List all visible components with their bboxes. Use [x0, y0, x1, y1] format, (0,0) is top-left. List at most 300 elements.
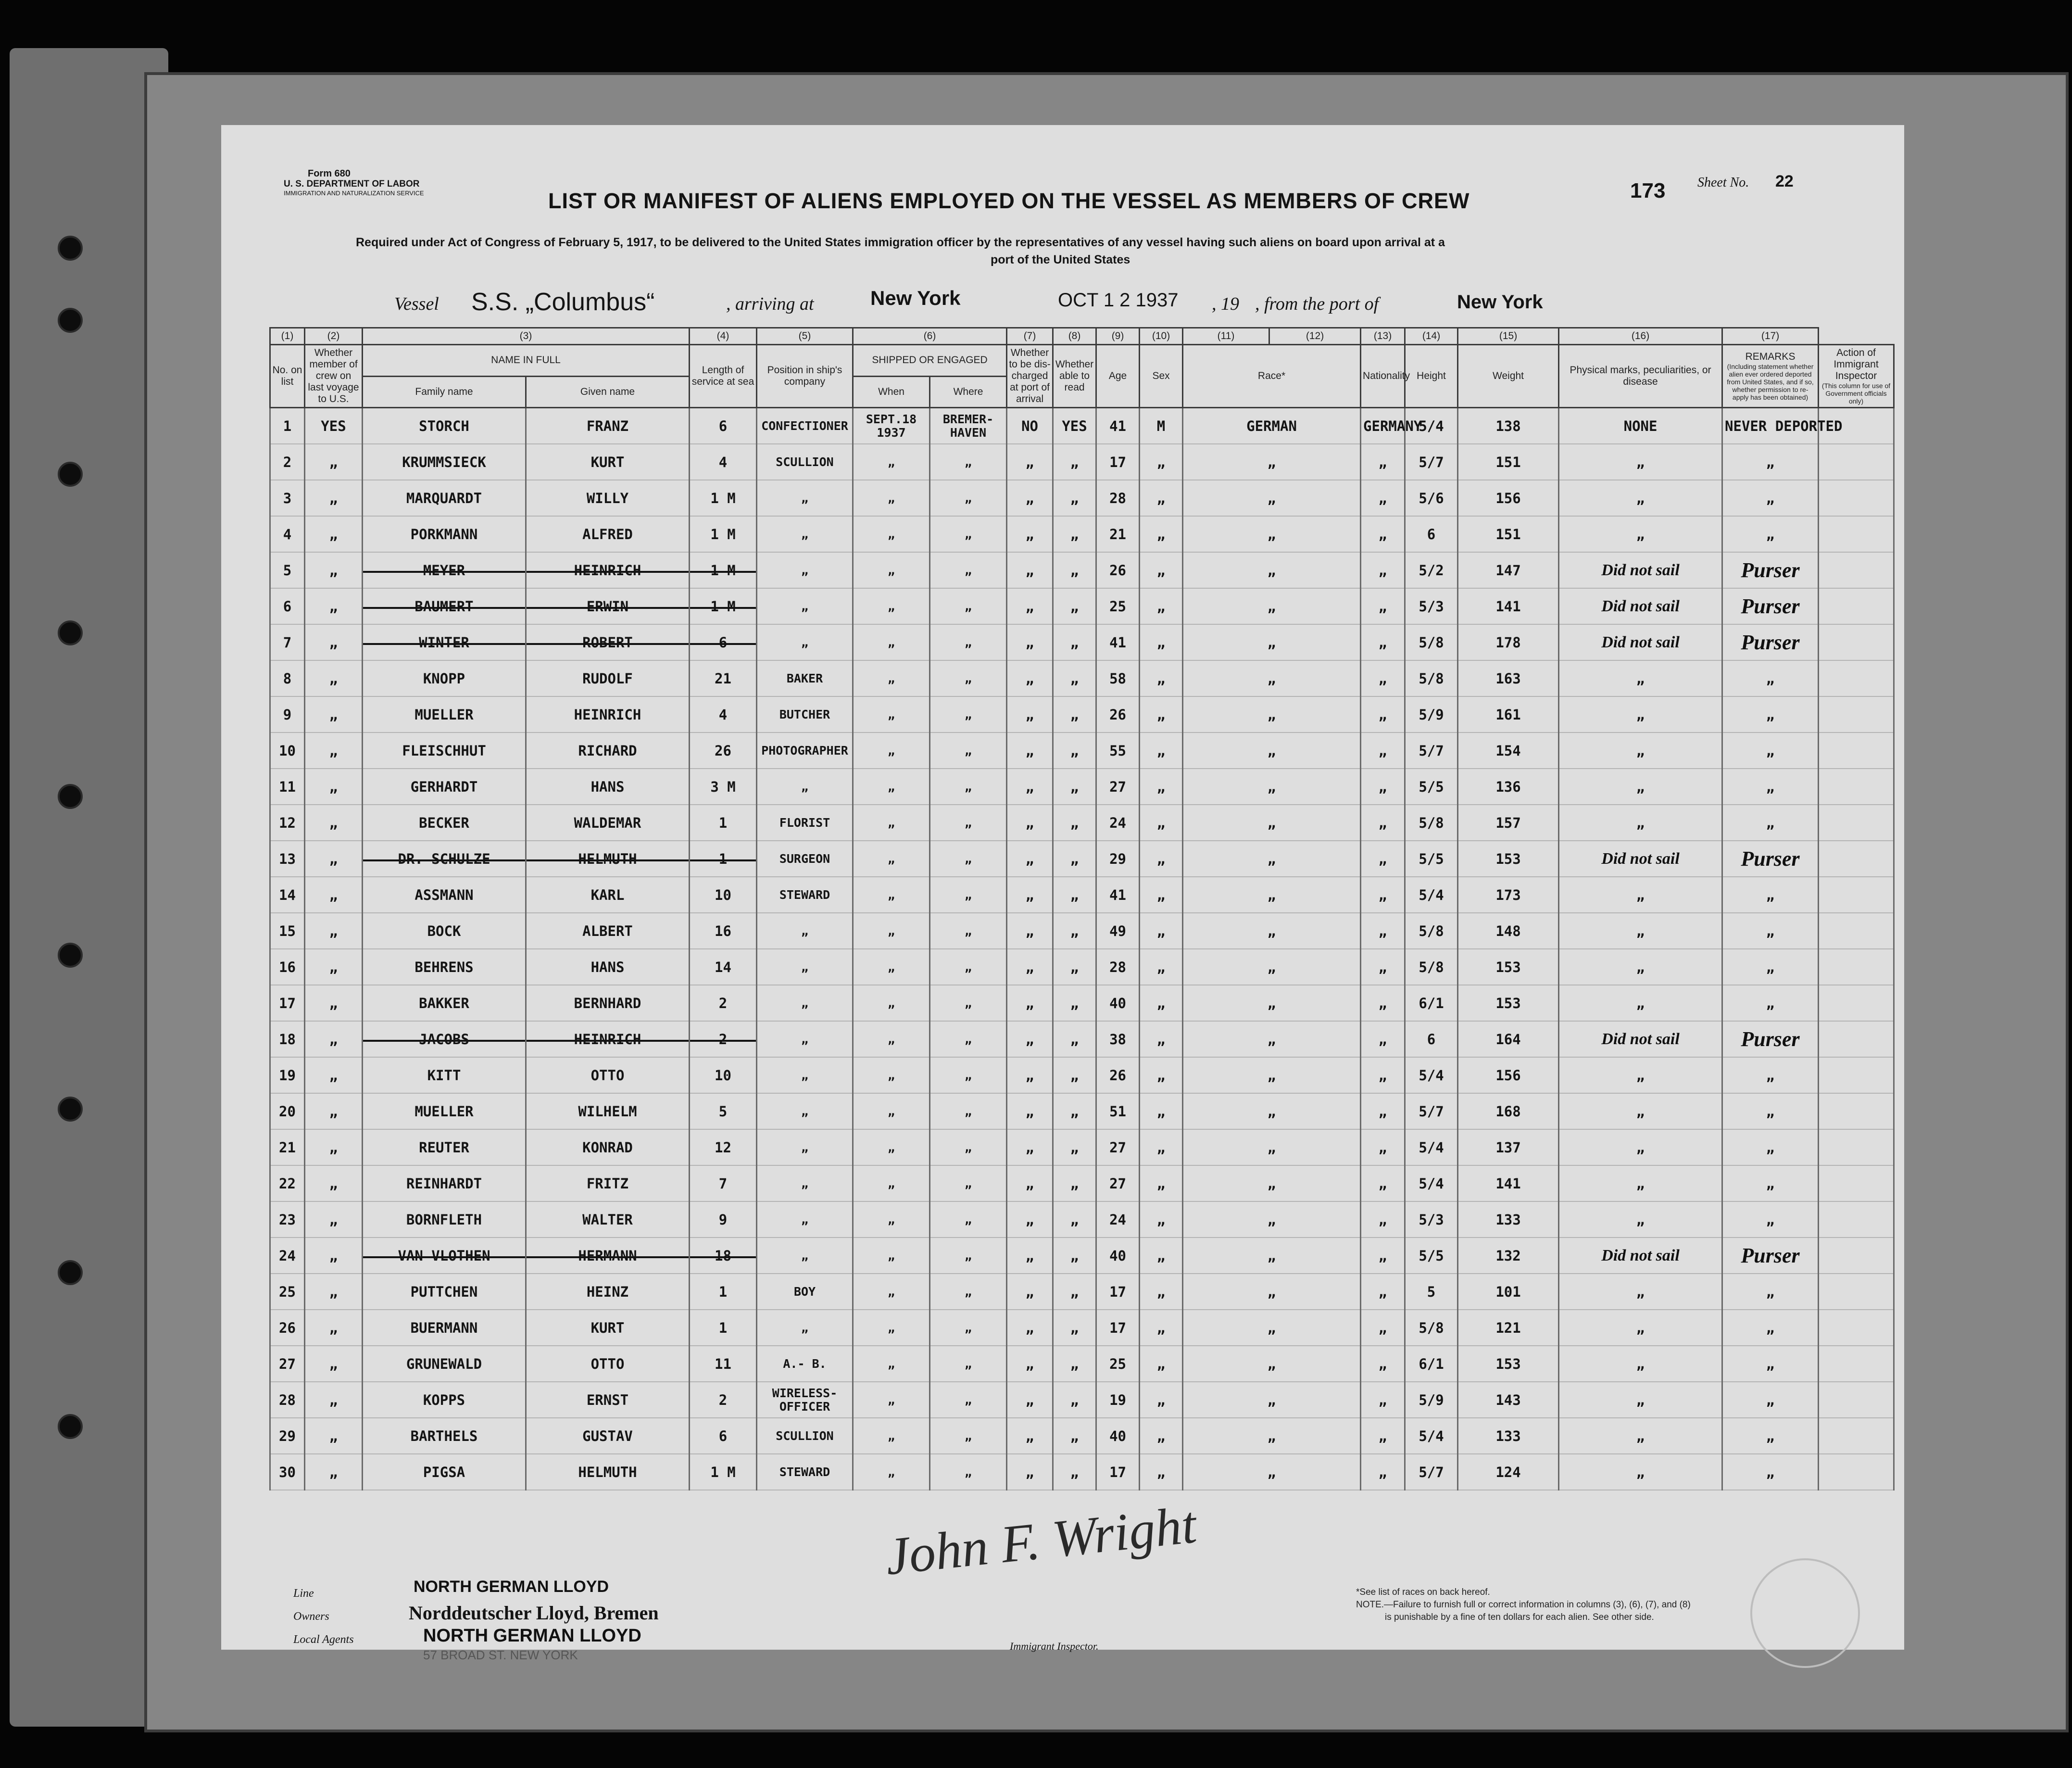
length-of-service-cell: 4 [690, 696, 757, 732]
nationality-cell: „ [1361, 949, 1405, 985]
col-num-1: (1) [270, 328, 305, 345]
shipped-where-cell: „ [930, 1382, 1007, 1418]
remarks-cell: „ [1722, 660, 1819, 696]
row-number-cell: 18 [270, 1021, 305, 1057]
discharged-cell: „ [1007, 552, 1053, 588]
physical-marks-cell: Did not sail [1559, 841, 1722, 877]
age-cell: 26 [1096, 552, 1140, 588]
shipped-where-cell: „ [930, 841, 1007, 877]
family-name-cell: KOPPS [363, 1382, 526, 1418]
age-cell: 41 [1096, 877, 1140, 913]
member-last-voyage-cell: „ [305, 1057, 363, 1093]
punch-hole [58, 1414, 83, 1439]
column-number-row [270, 328, 1894, 345]
height-cell: 5/8 [1405, 624, 1458, 660]
shipped-where-cell: „ [930, 1346, 1007, 1382]
physical-marks-cell: „ [1559, 1129, 1722, 1165]
race-cell: „ [1183, 1454, 1361, 1490]
inspector-action-cell [1819, 516, 1894, 552]
age-cell: 41 [1096, 624, 1140, 660]
length-of-service-cell: 1 M [690, 516, 757, 552]
race-cell: „ [1183, 1418, 1361, 1454]
inspector-action-cell [1819, 624, 1894, 660]
weight-cell: 153 [1458, 841, 1559, 877]
shipped-where-cell: „ [930, 985, 1007, 1021]
physical-marks-cell: Did not sail [1559, 1238, 1722, 1274]
position-cell: „ [757, 1129, 853, 1165]
height-cell: 5/5 [1405, 769, 1458, 805]
discharged-cell: „ [1007, 805, 1053, 841]
position-cell: „ [757, 1021, 853, 1057]
nationality-cell: „ [1361, 1201, 1405, 1238]
table-row [270, 624, 1894, 660]
height-cell: 5/4 [1405, 1418, 1458, 1454]
physical-marks-cell: „ [1559, 949, 1722, 985]
shipped-where-cell: „ [930, 1129, 1007, 1165]
row-number-cell: 1 [270, 408, 305, 444]
position-cell: „ [757, 1310, 853, 1346]
sex-cell: „ [1140, 1238, 1183, 1274]
discharged-cell: „ [1007, 1454, 1053, 1490]
shipped-where-cell: „ [930, 1274, 1007, 1310]
discharged-cell: „ [1007, 1201, 1053, 1238]
remarks-cell: „ [1722, 949, 1819, 985]
table-row [270, 732, 1894, 769]
length-of-service-cell: 16 [690, 913, 757, 949]
col-num-7: (7) [1007, 328, 1053, 345]
weight-cell: 178 [1458, 624, 1559, 660]
position-cell: „ [757, 1057, 853, 1093]
length-of-service-cell: 10 [690, 877, 757, 913]
position-cell: WIRELESS-OFFICER [757, 1382, 853, 1418]
punch-hole [58, 784, 83, 809]
row-number-cell: 15 [270, 913, 305, 949]
given-name-cell: WILHELM [526, 1093, 690, 1129]
sex-cell: „ [1140, 985, 1183, 1021]
position-cell: „ [757, 480, 853, 516]
sex-cell: „ [1140, 1021, 1183, 1057]
height-cell: 5/7 [1405, 444, 1458, 480]
given-name-cell: HELMUTH [526, 1454, 690, 1490]
inspector-action-cell [1819, 805, 1894, 841]
able-to-read-cell: „ [1053, 732, 1096, 769]
col-num-11: (11) [1183, 328, 1269, 345]
age-cell: 24 [1096, 1201, 1140, 1238]
weight-cell: 101 [1458, 1274, 1559, 1310]
remarks-cell: NEVER DEPORTED [1722, 408, 1819, 444]
height-cell: 5/4 [1405, 1129, 1458, 1165]
table-row [270, 696, 1894, 732]
sex-cell: „ [1140, 1310, 1183, 1346]
table-row [270, 877, 1894, 913]
shipped-where-cell: „ [930, 1093, 1007, 1129]
able-to-read-cell: „ [1053, 841, 1096, 877]
able-to-read-cell: „ [1053, 985, 1096, 1021]
given-name-cell: ALFRED [526, 516, 690, 552]
inspector-action-cell [1819, 1454, 1894, 1490]
manifest-sheet [221, 125, 1904, 1662]
physical-marks-cell: „ [1559, 1274, 1722, 1310]
given-name-cell: WALTER [526, 1201, 690, 1238]
punch-hole [58, 1260, 83, 1285]
given-name-cell: KURT [526, 1310, 690, 1346]
shipped-where-cell: „ [930, 444, 1007, 480]
discharged-cell: „ [1007, 480, 1053, 516]
able-to-read-cell: „ [1053, 1201, 1096, 1238]
given-name-cell: ROBERT [526, 624, 690, 660]
position-cell: „ [757, 588, 853, 624]
discharged-cell: „ [1007, 949, 1053, 985]
inspector-action-cell [1819, 696, 1894, 732]
shipped-where-cell: „ [930, 696, 1007, 732]
family-name-cell: JACOBS [363, 1021, 526, 1057]
shipped-where-cell: „ [930, 624, 1007, 660]
physical-marks-cell: „ [1559, 1201, 1722, 1238]
physical-marks-cell: Did not sail [1559, 588, 1722, 624]
row-number-cell: 20 [270, 1093, 305, 1129]
weight-cell: 137 [1458, 1129, 1559, 1165]
table-row [270, 516, 1894, 552]
remarks-cell: „ [1722, 877, 1819, 913]
remarks-cell: Purser [1722, 588, 1819, 624]
crew-rows [270, 408, 1894, 1490]
shipped-when-cell: „ [853, 1346, 930, 1382]
vessel-label: Vessel [394, 294, 439, 314]
height-cell: 5/8 [1405, 1310, 1458, 1346]
discharged-cell: NO [1007, 408, 1053, 444]
column-header-row [270, 345, 1894, 377]
position-cell: CONFECTIONER [757, 408, 853, 444]
sex-cell: „ [1140, 1165, 1183, 1201]
given-name-cell: ERWIN [526, 588, 690, 624]
inspector-action-cell [1819, 913, 1894, 949]
age-cell: 58 [1096, 660, 1140, 696]
remarks-cell: „ [1722, 1093, 1819, 1129]
shipped-when-cell: „ [853, 1165, 930, 1201]
position-cell: BUTCHER [757, 696, 853, 732]
family-name-cell: WINTER [363, 624, 526, 660]
height-cell: 6/1 [1405, 1346, 1458, 1382]
table-row [270, 1165, 1894, 1201]
header-remarks [1722, 345, 1819, 408]
col-num-6: (6) [853, 328, 1007, 345]
inspector-signature: John F. Wright [882, 1495, 1199, 1586]
able-to-read-cell: „ [1053, 696, 1096, 732]
given-name-cell: HANS [526, 949, 690, 985]
col-num-17: (17) [1722, 328, 1819, 345]
position-cell: BAKER [757, 660, 853, 696]
shipped-when-cell: „ [853, 444, 930, 480]
length-of-service-cell: 9 [690, 1201, 757, 1238]
table-row [270, 1346, 1894, 1382]
height-cell: 5/4 [1405, 1057, 1458, 1093]
physical-marks-cell: NONE [1559, 408, 1722, 444]
shipped-when-cell: „ [853, 696, 930, 732]
remarks-cell: „ [1722, 1346, 1819, 1382]
sex-cell: „ [1140, 660, 1183, 696]
inspector-action-cell [1819, 1093, 1894, 1129]
arriving-label: , arriving at [726, 294, 814, 314]
shipped-when-cell: „ [853, 1129, 930, 1165]
nationality-cell: „ [1361, 1238, 1405, 1274]
from-port-label: , from the port of [1255, 294, 1379, 314]
inspector-action-cell [1819, 1382, 1894, 1418]
able-to-read-cell: „ [1053, 660, 1096, 696]
remarks-cell: Purser [1722, 841, 1819, 877]
header-nationality: Nationality [1361, 345, 1405, 408]
given-name-cell: HERMANN [526, 1238, 690, 1274]
remarks-cell: „ [1722, 1129, 1819, 1165]
col-num-9: (9) [1096, 328, 1140, 345]
height-cell: 5/9 [1405, 696, 1458, 732]
table-row [270, 913, 1894, 949]
weight-cell: 156 [1458, 1057, 1559, 1093]
race-cell: „ [1183, 949, 1361, 985]
weight-cell: 136 [1458, 769, 1559, 805]
length-of-service-cell: 18 [690, 1238, 757, 1274]
inspector-action-cell [1819, 732, 1894, 769]
inspector-action-cell [1819, 985, 1894, 1021]
race-cell: „ [1183, 480, 1361, 516]
discharged-cell: „ [1007, 624, 1053, 660]
race-cell: „ [1183, 769, 1361, 805]
remarks-cell: Purser [1722, 552, 1819, 588]
agents-address: 57 BROAD ST. NEW YORK [423, 1648, 578, 1662]
family-name-cell: KITT [363, 1057, 526, 1093]
col-num-12: (12) [1269, 328, 1361, 345]
given-name-cell: WILLY [526, 480, 690, 516]
row-number-cell: 3 [270, 480, 305, 516]
member-last-voyage-cell: „ [305, 841, 363, 877]
inspector-action-cell [1819, 1310, 1894, 1346]
remarks-cell: „ [1722, 1382, 1819, 1418]
able-to-read-cell: „ [1053, 1093, 1096, 1129]
length-of-service-cell: 2 [690, 1021, 757, 1057]
shipped-when-cell: „ [853, 805, 930, 841]
given-name-cell: ALBERT [526, 913, 690, 949]
able-to-read-cell: „ [1053, 877, 1096, 913]
row-number-cell: 14 [270, 877, 305, 913]
age-cell: 27 [1096, 769, 1140, 805]
table-row [270, 552, 1894, 588]
age-cell: 29 [1096, 841, 1140, 877]
weight-cell: 133 [1458, 1201, 1559, 1238]
owners-stamp: Norddeutscher Lloyd, Bremen [409, 1602, 659, 1624]
remarks-cell: „ [1722, 985, 1819, 1021]
shipped-where-cell: „ [930, 480, 1007, 516]
sex-cell: „ [1140, 1093, 1183, 1129]
given-name-cell: KURT [526, 444, 690, 480]
remarks-cell: „ [1722, 480, 1819, 516]
header-length-of-service: Length of service at sea [690, 345, 757, 408]
weight-cell: 124 [1458, 1454, 1559, 1490]
inspector-action-cell [1819, 949, 1894, 985]
local-agents-label: Local Agents [293, 1633, 354, 1646]
punch-hole [58, 462, 83, 487]
length-of-service-cell: 1 [690, 841, 757, 877]
race-cell: „ [1183, 805, 1361, 841]
member-last-voyage-cell: „ [305, 805, 363, 841]
inspector-action-cell [1819, 1274, 1894, 1310]
length-of-service-cell: 14 [690, 949, 757, 985]
member-last-voyage-cell: „ [305, 732, 363, 769]
given-name-cell: OTTO [526, 1346, 690, 1382]
race-cell: „ [1183, 1274, 1361, 1310]
able-to-read-cell: „ [1053, 444, 1096, 480]
family-name-cell: BECKER [363, 805, 526, 841]
given-name-cell: HANS [526, 769, 690, 805]
table-row [270, 444, 1894, 480]
member-last-voyage-cell: „ [305, 696, 363, 732]
member-last-voyage-cell: „ [305, 1129, 363, 1165]
discharged-cell: „ [1007, 1382, 1053, 1418]
discharged-cell: „ [1007, 913, 1053, 949]
age-cell: 17 [1096, 1454, 1140, 1490]
agents-stamp: NORTH GERMAN LLOYD [423, 1626, 641, 1646]
table-row [270, 985, 1894, 1021]
able-to-read-cell: „ [1053, 1346, 1096, 1382]
remarks-cell: „ [1722, 1310, 1819, 1346]
table-row [270, 1310, 1894, 1346]
able-to-read-cell: „ [1053, 1310, 1096, 1346]
nationality-cell: „ [1361, 1454, 1405, 1490]
family-name-cell: REINHARDT [363, 1165, 526, 1201]
header-height: Height [1405, 345, 1458, 408]
position-cell: „ [757, 985, 853, 1021]
position-cell: „ [757, 913, 853, 949]
shipped-when-cell: „ [853, 552, 930, 588]
header-when: When [853, 376, 930, 408]
requirement-text: Required under Act of Congress of February 5, 1917, to be delivered to the United States immigration officer by the representatives of any vessel having such aliens on board upon arrival at a [356, 236, 1445, 249]
physical-marks-cell: Did not sail [1559, 624, 1722, 660]
row-number-cell: 11 [270, 769, 305, 805]
shipped-when-cell: „ [853, 1201, 930, 1238]
race-cell: „ [1183, 877, 1361, 913]
given-name-cell: HEINZ [526, 1274, 690, 1310]
length-of-service-cell: 1 M [690, 588, 757, 624]
able-to-read-cell: „ [1053, 516, 1096, 552]
given-name-cell: FRITZ [526, 1165, 690, 1201]
age-cell: 19 [1096, 1382, 1140, 1418]
physical-marks-cell: „ [1559, 1310, 1722, 1346]
table-row [270, 1454, 1894, 1490]
col-num-3: (3) [363, 328, 690, 345]
given-name-cell: ERNST [526, 1382, 690, 1418]
weight-cell: 153 [1458, 1346, 1559, 1382]
row-number-cell: 4 [270, 516, 305, 552]
discharged-cell: „ [1007, 696, 1053, 732]
sex-cell: „ [1140, 877, 1183, 913]
member-last-voyage-cell: „ [305, 1310, 363, 1346]
nationality-cell: „ [1361, 1310, 1405, 1346]
able-to-read-cell: „ [1053, 1418, 1096, 1454]
sheet-number: 22 [1775, 172, 1794, 190]
position-cell: SURGEON [757, 841, 853, 877]
shipped-when-cell: „ [853, 480, 930, 516]
family-name-cell: BORNFLETH [363, 1201, 526, 1238]
sex-cell: „ [1140, 1382, 1183, 1418]
row-number-cell: 17 [270, 985, 305, 1021]
position-cell: „ [757, 1201, 853, 1238]
discharged-cell: „ [1007, 877, 1053, 913]
arrival-port: New York [870, 287, 961, 309]
position-cell: FLORIST [757, 805, 853, 841]
weight-cell: 132 [1458, 1238, 1559, 1274]
row-number-cell: 16 [270, 949, 305, 985]
family-name-cell: BEHRENS [363, 949, 526, 985]
shipped-where-cell: „ [930, 552, 1007, 588]
col-num-5: (5) [757, 328, 853, 345]
member-last-voyage-cell: „ [305, 1454, 363, 1490]
height-cell: 5 [1405, 1274, 1458, 1310]
height-cell: 5/4 [1405, 877, 1458, 913]
col-num-16: (16) [1559, 328, 1722, 345]
nationality-cell: „ [1361, 516, 1405, 552]
age-cell: 17 [1096, 1310, 1140, 1346]
weight-cell: 163 [1458, 660, 1559, 696]
nationality-cell: „ [1361, 1165, 1405, 1201]
table-row [270, 1382, 1894, 1418]
weight-cell: 161 [1458, 696, 1559, 732]
height-cell: 5/4 [1405, 408, 1458, 444]
weight-cell: 141 [1458, 1165, 1559, 1201]
shipped-where-cell: „ [930, 1021, 1007, 1057]
family-name-cell: VAN VLOTHEN [363, 1238, 526, 1274]
able-to-read-cell: „ [1053, 1021, 1096, 1057]
member-last-voyage-cell: „ [305, 588, 363, 624]
discharged-cell: „ [1007, 985, 1053, 1021]
physical-marks-cell: „ [1559, 660, 1722, 696]
table-row [270, 408, 1894, 444]
discharged-cell: „ [1007, 516, 1053, 552]
member-last-voyage-cell: „ [305, 949, 363, 985]
race-cell: „ [1183, 1093, 1361, 1129]
physical-marks-cell: „ [1559, 480, 1722, 516]
crew-manifest-table [269, 327, 1895, 1490]
position-cell: „ [757, 949, 853, 985]
row-number-cell: 24 [270, 1238, 305, 1274]
race-cell: „ [1183, 985, 1361, 1021]
sex-cell: „ [1140, 913, 1183, 949]
position-cell: STEWARD [757, 877, 853, 913]
able-to-read-cell: „ [1053, 805, 1096, 841]
shipped-when-cell: „ [853, 588, 930, 624]
height-cell: 5/7 [1405, 1454, 1458, 1490]
shipped-when-cell: „ [853, 841, 930, 877]
remarks-cell: „ [1722, 516, 1819, 552]
family-name-cell: MEYER [363, 552, 526, 588]
race-cell: „ [1183, 1165, 1361, 1201]
height-cell: 5/7 [1405, 1093, 1458, 1129]
weight-cell: 151 [1458, 444, 1559, 480]
age-cell: 27 [1096, 1165, 1140, 1201]
age-cell: 24 [1096, 805, 1140, 841]
shipped-where-cell: „ [930, 1057, 1007, 1093]
inspector-action-cell [1819, 588, 1894, 624]
sex-cell: „ [1140, 480, 1183, 516]
physical-marks-cell: „ [1559, 877, 1722, 913]
shipped-when-cell: „ [853, 949, 930, 985]
header-member-last-voyage: Whether member of crew on last voyage to U.S. [305, 345, 363, 408]
nationality-cell: „ [1361, 588, 1405, 624]
shipped-where-cell: BREMER-HAVEN [930, 408, 1007, 444]
sex-cell: „ [1140, 1201, 1183, 1238]
length-of-service-cell: 7 [690, 1165, 757, 1201]
header-family-name: Family name [363, 376, 526, 408]
age-cell: 28 [1096, 949, 1140, 985]
inspector-action-cell [1819, 1021, 1894, 1057]
race-cell: „ [1183, 1201, 1361, 1238]
